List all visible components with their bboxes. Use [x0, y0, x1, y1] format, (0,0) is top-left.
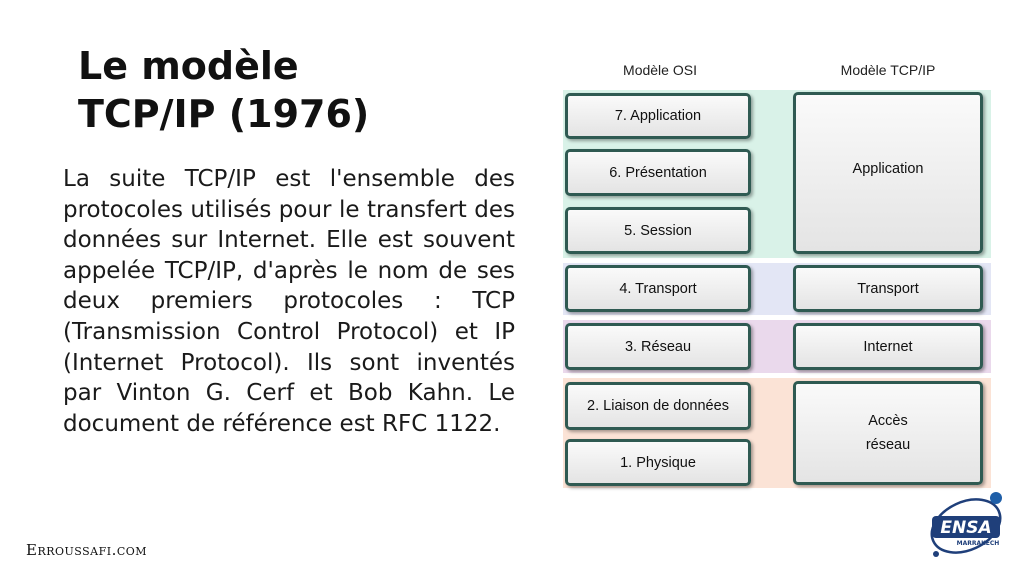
tcpip-layer-transport: Transport — [793, 265, 983, 312]
osi-model-header: Modèle OSI — [623, 62, 697, 78]
footer-brand: Erroussafi.com — [26, 541, 148, 559]
tcpip-layer-acces-reseau — [793, 381, 983, 485]
slide-title — [78, 42, 498, 138]
ensa-logo — [926, 490, 1006, 560]
ensa-logo-subtext: MARRAKECH — [956, 540, 1000, 547]
tcpip-layer-application-label: Application — [852, 161, 924, 177]
osi-layer-reseau: 3. Réseau — [565, 323, 751, 370]
slide-title-line-1: Le modèle — [78, 44, 299, 88]
osi-layer-physique: 1. Physique — [565, 439, 751, 486]
osi-layer-application: 7. Application — [565, 93, 751, 139]
ensa-logo-text: ENSA — [940, 518, 992, 538]
slide-title-line-2: TCP/IP (1976) — [78, 92, 370, 136]
tcpip-layer-internet: Internet — [793, 323, 983, 370]
slide-body-text: La suite TCP/IP est l'ensemble des protocoles utilisés pour le transfert des données sur Internet. Elle est souvent appelée TCP/IP, d'après le nom de ses deux premiers protocoles : TCP (Transmission Control Protocol) et IP (Internet Protocol). Ils sont inventés par Vinton G. Cerf et Bob Kahn. Le document de référence est RFC 1122. — [63, 166, 515, 437]
osi-layer-transport: 4. Transport — [565, 265, 751, 312]
tcpip-layer-application — [793, 92, 983, 254]
osi-layer-liaison: 2. Liaison de données — [565, 382, 751, 430]
tcpip-model-header: Modèle TCP/IP — [840, 62, 936, 78]
osi-tcpip-diagram — [555, 55, 995, 500]
osi-layer-session: 5. Session — [565, 207, 751, 254]
osi-layer-presentation: 6. Présentation — [565, 149, 751, 196]
tcpip-layer-acces-line-2: réseau — [865, 437, 911, 453]
tcpip-layer-acces-line-1: Accès — [868, 413, 908, 429]
